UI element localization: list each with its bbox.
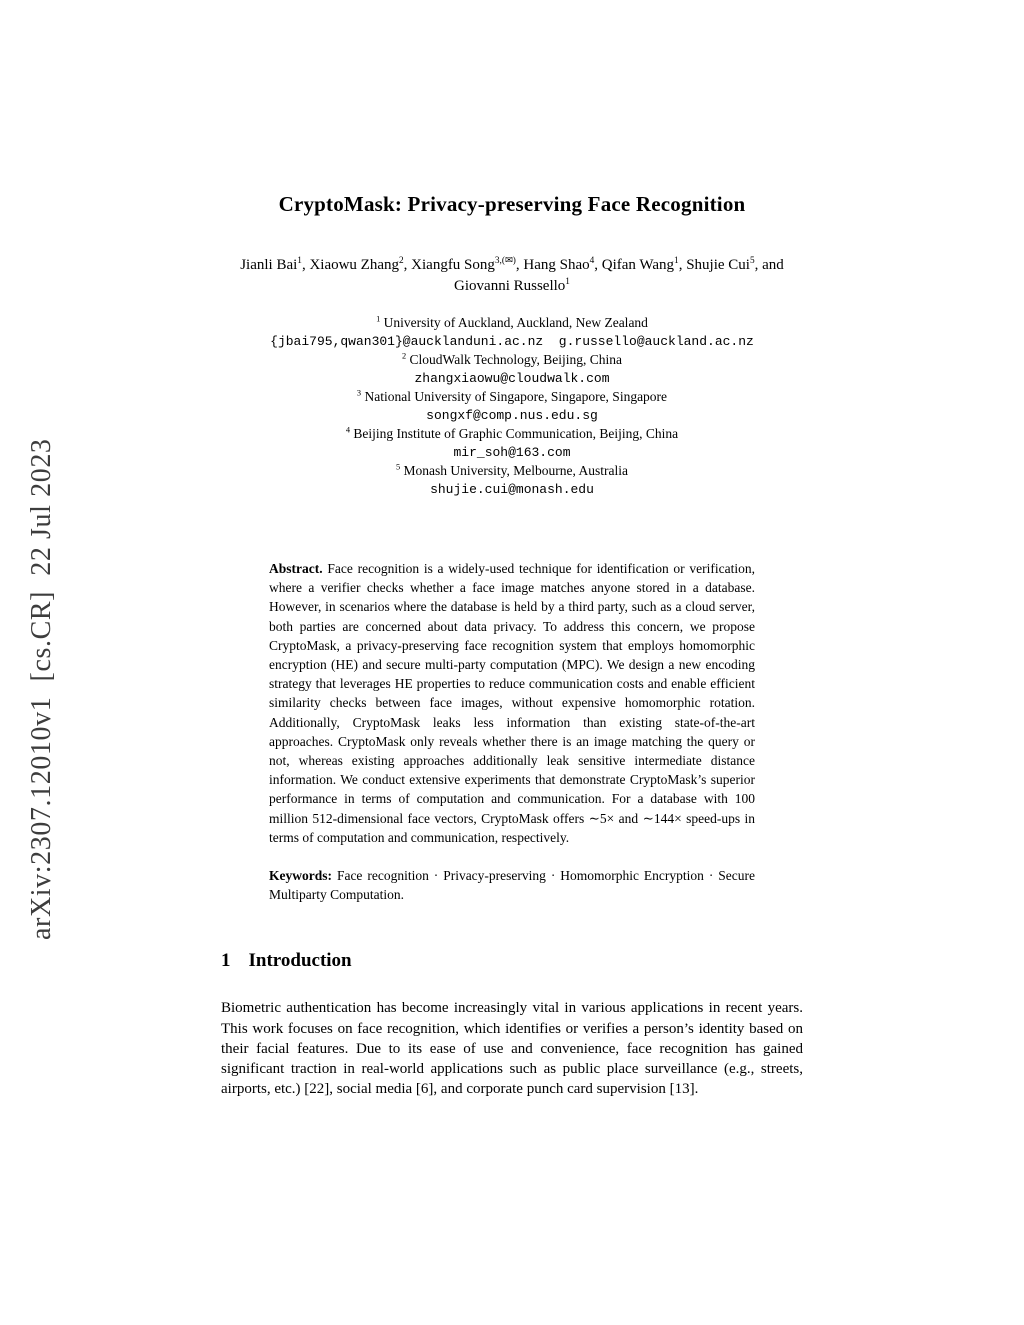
- author-name: Giovanni Russello: [454, 278, 566, 294]
- author-affiliation-marker: 2: [399, 256, 404, 266]
- affiliation-number: 1: [376, 314, 381, 324]
- author-name: Xiangfu Song: [411, 257, 495, 273]
- keywords-label: Keywords:: [269, 868, 332, 884]
- author-affiliation-marker: 1: [674, 256, 679, 266]
- author-name: Qifan Wang: [601, 257, 675, 273]
- affiliation-number: 5: [395, 462, 401, 472]
- affiliation-name: $^5$ Monash University, Melbourne, Australia: [395, 462, 629, 478]
- affiliation-name: $^4$ Beijing Institute of Graphic Communication, Beijing, China: [345, 425, 679, 441]
- author-affiliation-marker: 1: [297, 256, 302, 266]
- affiliation-email: zhangxiaowu@cloudwalk.com: [414, 370, 610, 386]
- section-title: Introduction: [248, 950, 352, 972]
- arxiv-watermark: arXiv:2307.12010v1 [cs.CR] 22 Jul 2023: [26, 438, 57, 940]
- author-line: Jianli Bai$^1$, Xiaowu Zhang$^2$, Xiangfu Song$^{3,(✉)}$, Hang Shao$^4$, Qifan Wang$^1$, Shujie Cui$^5$, and Giovanni Russello$^1$: [240, 256, 784, 294]
- intro-paragraph: Biometric authentication has become increasingly vital in various applications in recent years. This work focuses on face recognition, which identifies or verifies a person’s identity based on their facial features. Due to its ease of use and convenience, face recognition has gained significant traction in real-world applications such as public place surveillance (e.g., streets, airports, etc.) [22], social media [6], and corporate punch card supervision [13].: [221, 1000, 803, 1097]
- abstract-section: [269, 559, 755, 847]
- affiliation-number: 2: [401, 351, 407, 361]
- affiliation-number: 4: [345, 425, 351, 435]
- affiliation-email: mir_soh@163.com: [453, 444, 571, 460]
- keywords-section: [269, 866, 755, 904]
- affiliation-email: songxf@comp.nus.edu.sg: [426, 407, 598, 423]
- author-affiliation-marker: 4: [589, 256, 595, 266]
- paper-content: [221, 0, 803, 1099]
- author-name: Xiaowu Zhang: [309, 257, 399, 273]
- author-name: Hang Shao: [523, 257, 590, 273]
- affiliation-name: $^2$ CloudWalk Technology, Beijing, China: [401, 351, 622, 367]
- affiliations: [221, 314, 803, 499]
- author-name: Shujie Cui: [686, 257, 750, 273]
- paper-title: CryptoMask: Privacy-preserving Face Recognition: [278, 192, 746, 216]
- affiliation-email: {jbai795,qwan301}@aucklanduni.ac.nz g.russello@auckland.ac.nz: [270, 333, 754, 349]
- abstract-label: Abstract.: [269, 561, 323, 576]
- section-heading: [221, 950, 803, 972]
- author-affiliation-marker: 1: [565, 277, 570, 287]
- affiliation-name: $^1$ University of Auckland, Auckland, New Zealand: [376, 314, 648, 330]
- author-affiliation-marker: 5: [749, 256, 755, 266]
- author-affiliation-marker: 3,(✉): [494, 256, 516, 266]
- keywords-text: Face recognition · Privacy-preserving · Homomorphic Encryption · Secure Multiparty Computation.: [269, 868, 756, 903]
- affiliation-number: 3: [356, 388, 362, 398]
- abstract-text: Face recognition is a widely-used technique for identification or verification, where a verifier checks whether a face image matches anyone stored in a database. However, in scenarios where the database is held by a third party, such as a cloud server, both parties are concerned about data privacy. To address this concern, we propose CryptoMask, a privacy-preserving face recognition system that employs homomorphic encryption (HE) and secure multi-party computation (MPC). We design a new encoding strategy that leverages HE properties to reduce communication costs and enable efficient similarity checks between face images, without expensive homomorphic rotation. Additionally, CryptoMask leaks less information than existing state-of-the-art approaches. CryptoMask only reveals whether there is an image matching the query or not, whereas existing approaches additionally leak sensitive intermediate distance information. We conduct extensive experiments that demonstrate CryptoMask’s superior performance in terms of computation and communication. For a database with 100 million 512-dimensional face vectors, CryptoMask offers ∼5× and ∼144× speed-ups in terms of computation and communication, respectively.: [269, 561, 756, 845]
- affiliation-name: $^3$ National University of Singapore, Singapore, Singapore: [356, 388, 668, 404]
- author-name: Jianli Bai: [240, 257, 298, 273]
- section-number: 1: [221, 950, 231, 972]
- affiliation-email: shujie.cui@monash.edu: [430, 481, 594, 497]
